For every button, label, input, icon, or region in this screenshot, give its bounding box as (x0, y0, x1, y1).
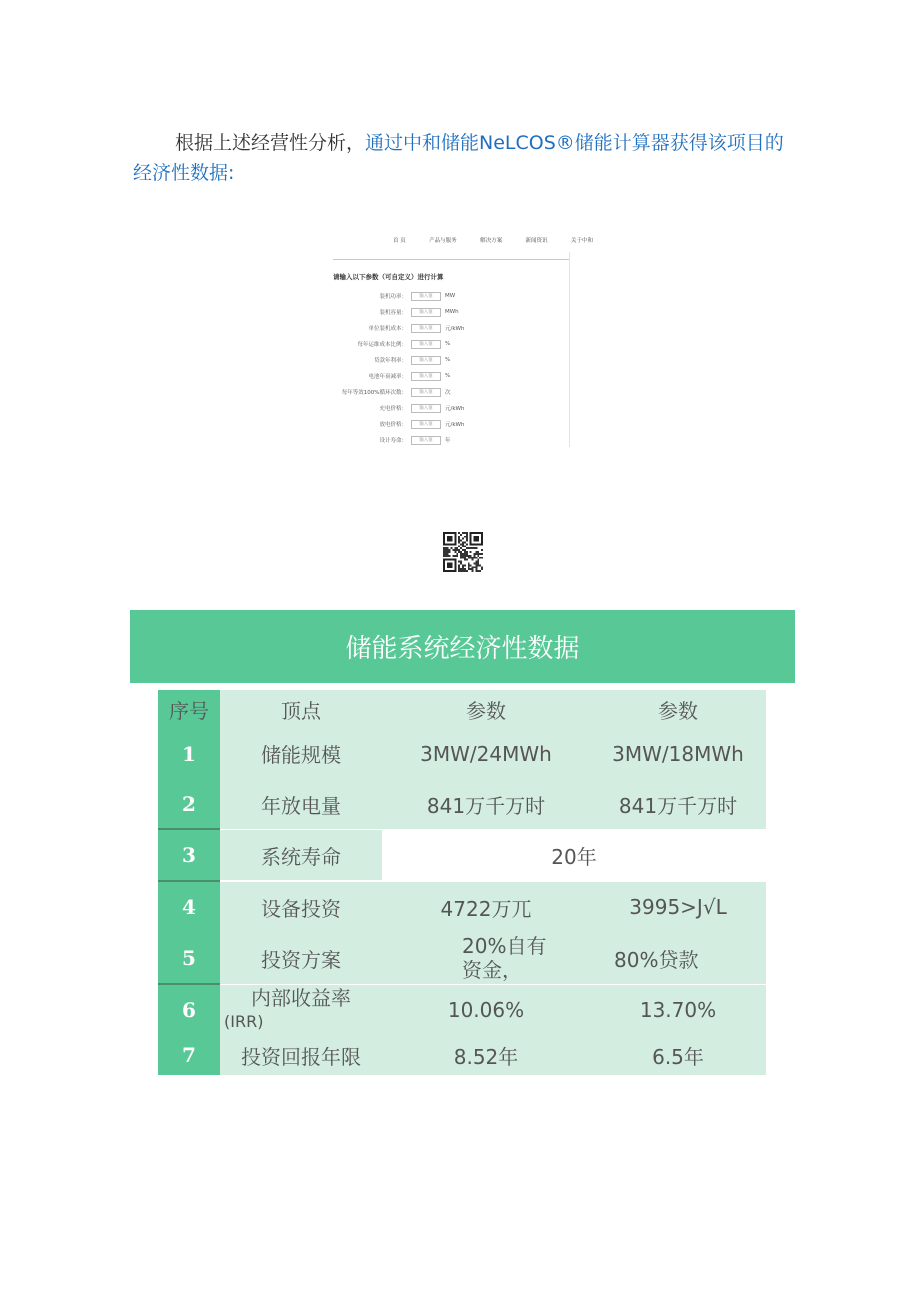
table-row (158, 932, 766, 984)
row-item: 设备投资 (220, 882, 382, 932)
calculator-row-label: 充电价格： (379, 406, 407, 412)
calculator-input[interactable]: 输入值 (411, 404, 441, 413)
calculator-form (333, 288, 569, 448)
header-param-b: 参数 (590, 690, 766, 728)
calculator-input[interactable]: 输入值 (411, 308, 441, 317)
row-param-b: 841万千万时 (590, 779, 766, 829)
calculator-link[interactable]: 通过中和储能NeLCOS®储能计算器获得该项目的经济性数据: (133, 132, 784, 184)
row-param-a: 8.52年 (382, 1035, 590, 1075)
calculator-input[interactable]: 输入值 (411, 388, 441, 397)
calculator-unit: 次 (445, 390, 451, 396)
row-no: 7 (158, 1035, 220, 1075)
calculator-row (333, 416, 569, 432)
row-item: 投资方案 (220, 932, 382, 984)
calculator-unit: 元/kWh (445, 326, 465, 332)
row-param-a: 841万千万时 (382, 779, 590, 829)
row-param-a: 20%自有资金， (382, 932, 590, 984)
nav-divider (333, 259, 569, 260)
row-param-a: 10.06% (382, 985, 590, 1035)
calculator-row-label: 装机功率： (379, 294, 407, 300)
calculator-unit: 年 (445, 438, 451, 444)
row-param-b: 80%贷款 (590, 932, 766, 984)
calculator-unit: 元/kWh (445, 422, 465, 428)
calculator-row (333, 320, 569, 336)
nav-item-home: 首 页 (393, 238, 406, 244)
calculator-row-label: 放电价格： (379, 422, 407, 428)
row-item-label: 内部收益率 (251, 986, 351, 1010)
table-row (158, 830, 766, 880)
row-param-b: 6.5年 (590, 1035, 766, 1075)
intro-plain-text: 根据上述经营性分析， (175, 132, 366, 154)
row-no: 3 (158, 830, 220, 880)
calculator-unit: 元/kWh (445, 406, 465, 412)
row-param-merged: 20年 (382, 830, 766, 880)
nav-item-solutions: 解决方案 (480, 238, 503, 244)
row-item: 储能规模 (220, 728, 382, 779)
calculator-row (333, 352, 569, 368)
calculator-row-label: 设计寿命： (379, 438, 407, 444)
table-row (158, 1035, 766, 1075)
row-param-b: 3995>J√L (590, 882, 766, 932)
row-item (220, 985, 382, 1035)
calculator-row (333, 384, 569, 400)
row-item: 年放电量 (220, 779, 382, 829)
calculator-input[interactable]: 输入值 (411, 356, 441, 365)
intro-paragraph (133, 128, 793, 188)
calculator-unit: % (445, 341, 451, 347)
calculator-input[interactable]: 输入值 (411, 436, 441, 445)
calculator-row-label: 贷款年利率： (373, 358, 407, 364)
calculator-row-label: 每年等效100%循环次数： (341, 390, 407, 396)
calculator-unit: MWh (445, 309, 459, 315)
calculator-row (333, 400, 569, 416)
calculator-row-label: 单位装机成本： (368, 326, 407, 332)
calculator-row-label: 每年运维成本比例： (357, 342, 407, 348)
calculator-input[interactable]: 输入值 (411, 372, 441, 381)
row-no: 6 (158, 985, 220, 1035)
calculator-input[interactable]: 输入值 (411, 292, 441, 301)
row-no: 5 (158, 932, 220, 984)
row-no: 4 (158, 882, 220, 932)
row-no: 2 (158, 779, 220, 829)
calculator-row-label: 电池年衰减率： (368, 374, 407, 380)
row-param-b: 13.70% (590, 985, 766, 1035)
row-no: 1 (158, 728, 220, 779)
calculator-row (333, 336, 569, 352)
header-item: 顶点 (220, 690, 382, 728)
header-param-a: 参数 (382, 690, 590, 728)
row-item: 投资回报年限 (220, 1035, 382, 1075)
calculator-row (333, 304, 569, 320)
row-param-a: 4722万兀 (382, 882, 590, 932)
nav-item-news: 新闻资讯 (525, 238, 548, 244)
calculator-row (333, 288, 569, 304)
calculator-unit: % (445, 357, 451, 363)
calculator-unit: MW (445, 293, 456, 299)
calculator-input[interactable]: 输入值 (411, 324, 441, 333)
calculator-nav (393, 236, 593, 250)
calculator-row (333, 432, 569, 448)
calculator-heading: 请输入以下参数（可自定义）进行计算 (333, 273, 444, 281)
table-header-row (158, 690, 766, 728)
calculator-unit: % (445, 373, 451, 379)
table-row (158, 882, 766, 932)
header-no: 序号 (158, 690, 220, 728)
row-item-sublabel: (IRR) (224, 1012, 264, 1031)
calculator-screenshot (333, 232, 593, 447)
row-param-a: 3MW/24MWh (382, 728, 590, 779)
nav-item-products: 产品与服务 (429, 238, 457, 244)
nav-item-about: 关于中和 (570, 238, 593, 244)
calculator-row-label: 装机容量： (379, 310, 407, 316)
calculator-input[interactable]: 输入值 (411, 340, 441, 349)
qr-code (443, 532, 483, 572)
content-border (569, 252, 570, 447)
calculator-input[interactable]: 输入值 (411, 420, 441, 429)
row-param-b: 3MW/18MWh (590, 728, 766, 779)
table-title: 储能系统经济性数据 (130, 610, 795, 683)
calculator-row (333, 368, 569, 384)
table-row (158, 779, 766, 829)
table-row (158, 985, 766, 1035)
table-row (158, 728, 766, 779)
row-item: 系统寿命 (220, 830, 382, 880)
